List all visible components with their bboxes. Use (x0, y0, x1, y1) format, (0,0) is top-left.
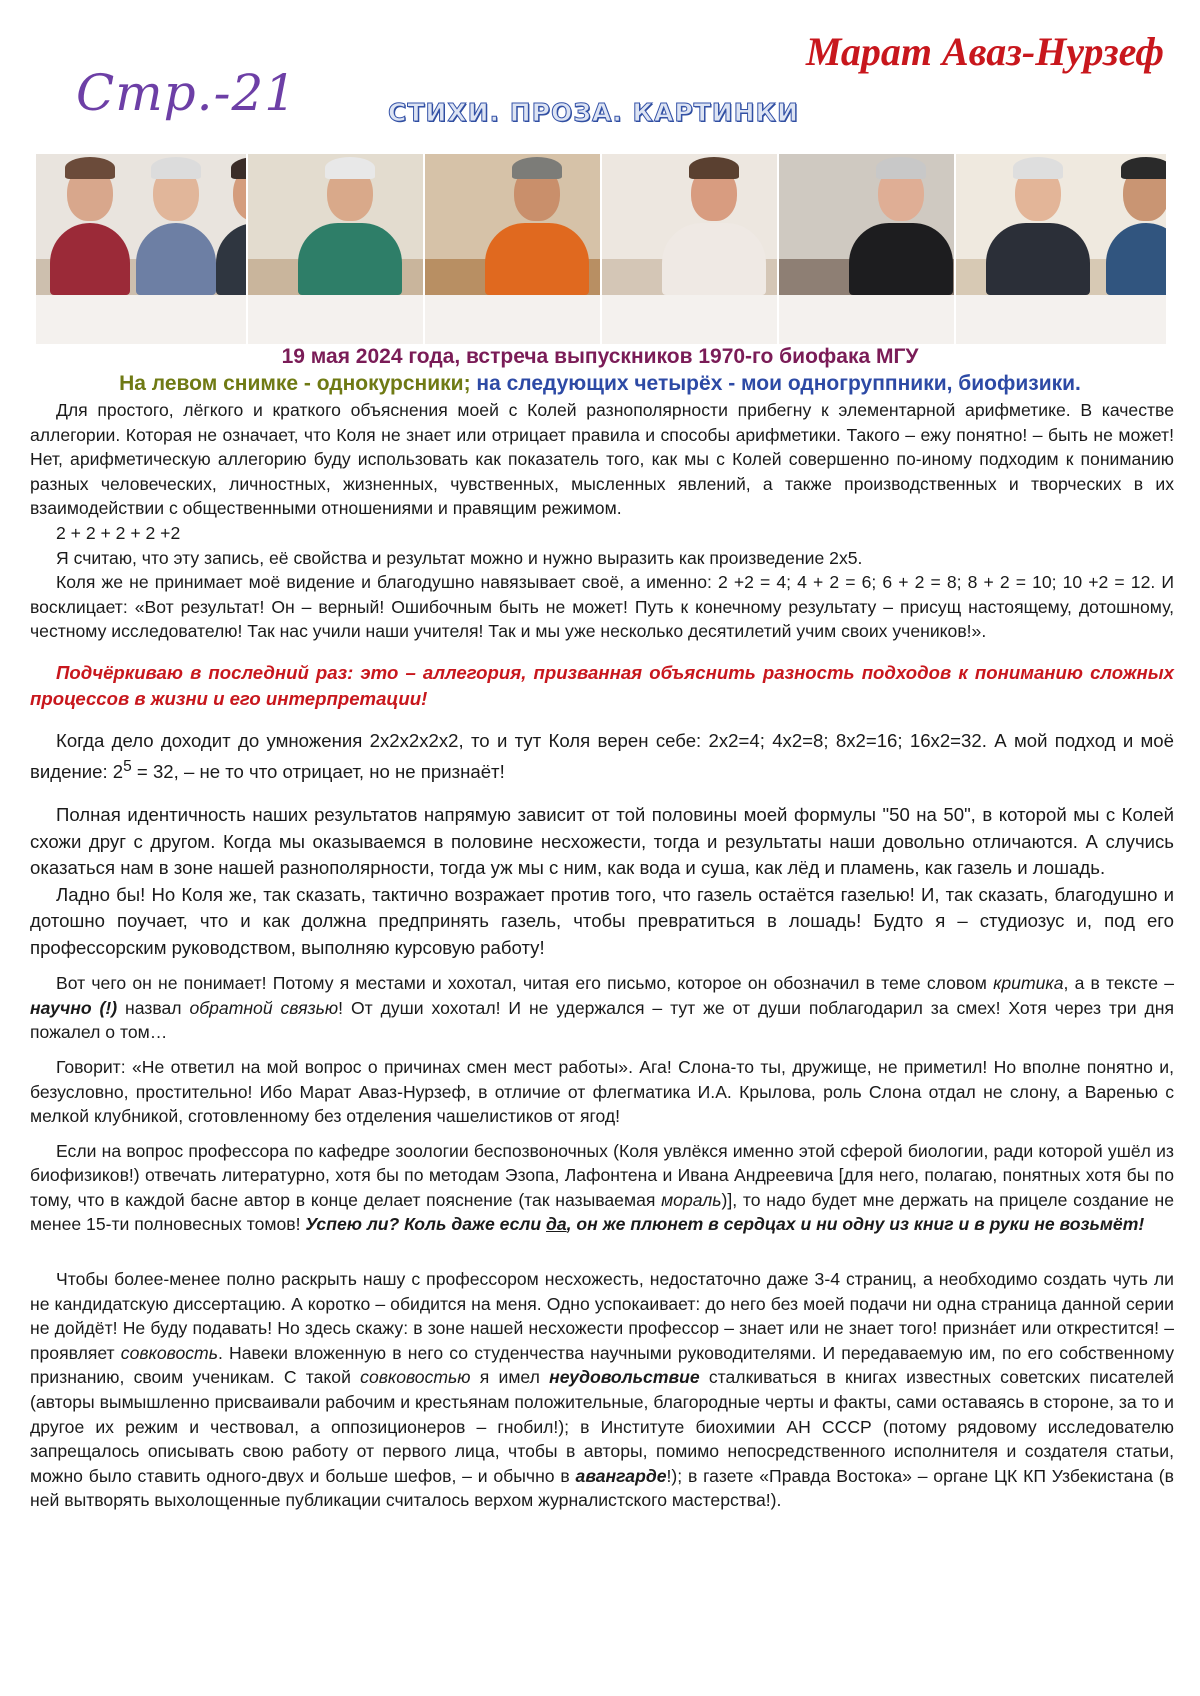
reunion-photo-collage (36, 154, 1166, 344)
caption-left-photo: На левом снимке - однокурсники; (119, 372, 471, 395)
bold-italic-run: неудовольствие (549, 1367, 700, 1388)
italic-run: критика (993, 973, 1064, 994)
photo-groupmate-2 (425, 154, 600, 344)
italic-run: мораль (661, 1189, 722, 1210)
bold-italic-run: , он же плюнет в сердцах и ни одну из книг и в руки не возьмёт! (566, 1214, 1145, 1235)
text-run: назвал (117, 997, 190, 1018)
underlined-run: да (545, 1214, 567, 1235)
paragraph (30, 1139, 1174, 1237)
photo-caption-description (0, 372, 1200, 396)
bold-italic-run: авангарде (575, 1465, 667, 1486)
bold-italic-run: Успею ли? Коль даже если (305, 1214, 546, 1235)
paragraph: Коля же не принимает моё видение и благодушно навязывает своё, а именно: 2 +2 = 4; 4 + 2 = 6; 6 + 2 = 8; 8 + 2 = 10; 10 +2 = 12. И восклицает: «Вот результат! Он – верный! Ошибочным быть не может! Путь к конечному результату – присущ настоящему, дотошному, честному исследователю! Так нас учили наши учителя! Так и мы уже несколько десятилетий учим своих учеников!». (30, 572, 1174, 642)
photo-groupmate-4 (779, 154, 954, 344)
section-title: СТИХИ. ПРОЗА. КАРТИНКИ (388, 98, 799, 127)
bold-italic-run: научно (!) (30, 997, 118, 1018)
text-run: я имел (470, 1367, 550, 1388)
paragraph-formula: 2 + 2 + 2 + 2 +2 (56, 522, 181, 543)
text-run: сталкиваться в книгах известных советских писателей (авторы вымышленно присваивали рабочим и крестьянам положительные, благородные черты и факты, сами оставаясь в стороне, за то и другое их режим и чествовал, а оппозиционеров – гнобил!); в Институте биохимии АН СССР (потому рядовому исследователю запрещалось описывать свою работу от первого лица, чтобы в авторы, помимо непосредственного исполнителя и создателя статьи, можно было ставить одного-двух и больше шефов, – и обычно в (30, 1367, 1174, 1486)
photo-banquet (956, 154, 1166, 344)
photo-caption-date: 19 мая 2024 года, встреча выпускников 1970-го биофака МГУ (281, 345, 919, 368)
paragraph: Я считаю, что эту запись, её свойства и результат можно и нужно выразить как произведение 2х5. (56, 547, 863, 568)
text-run: Если на вопрос профессора по кафедре зоологии беспозвоночных (Коля увлёкся именно этой сферой биологии, ради которой ушёл из биофизиков!) отвечать литературно, хотя бы по методам Эзопа, Лафонтена и Ивана Андреевича [для него, полагаю, понятных хотя бы по тому, что в каждой басне автор в конце делает пояснение (так называемая (30, 1140, 1174, 1210)
text-run: ! От души хохотал! И не удержался – тут же от души поблагодарил за смех! Хотя через три дня пожалел о том… (30, 997, 1174, 1043)
italic-run: совковостью (360, 1367, 471, 1388)
article-body (30, 398, 1174, 1513)
photo-groupmate-1 (248, 154, 423, 344)
photo-groupmate-3 (602, 154, 777, 344)
paragraph (30, 971, 1174, 1045)
text-run: Когда дело доходит до умножения 2х2х2х2х2, то и тут Коля верен себе: 2х2=4; 4х2=8; 8х2=16; 16х2=32. А мой подход и моё видение: 2 (30, 729, 1174, 783)
text-run: , а в тексте – (1063, 973, 1174, 994)
caption-other-photos: на следующих четырёх - мои одногруппники, биофизики. (476, 372, 1081, 395)
paragraph: Для простого, лёгкого и краткого объяснения моей с Колей разнополярности прибегну к элементарной арифметике. В качестве аллегории. Которая не означает, что Коля не знает или отрицает правила и способы арифметики. Такого – ежу понятно! – быть не может! Нет, арифметическую аллегорию буду использовать как показатель того, как мы с Колей совершенно по-иному подходим к пониманию разных человеческих, личностных, жизненных, чувственных, мысленных явлений, а также производственных и творческих в их взаимодействии с общественными отношениями и правящим режимом. (30, 400, 1174, 519)
emphasis-paragraph: Подчёркиваю в последний раз: это – аллегория, призванная объяснить разность подходов к пониманию сложных процессов в жизни и его интерпретации! (30, 661, 1174, 709)
paragraph: Говорит: «Не ответил на мой вопрос о причинах смен мест работы». Ага! Слона-то ты, дружище, не приметил! Но вполне понятно и, безусловно, простительно! Ибо Марат Аваз-Нурзеф, в отличие от флегматика И.А. Крылова, роль Слона отдал не слону, а Варенью с мелкой клубникой, сготовленному без отделения чашелистиков от ягод! (30, 1056, 1174, 1127)
italic-run: обратной связью (189, 997, 339, 1018)
text-run: Вот чего он не понимает! Потому я местами и хохотал, читая его письмо, которое он обозначил в теме словом (56, 973, 994, 994)
text-run: !); в газете «Правда Востока» – органе ЦК КП Узбекистана (в ней вытворять выхолощенные публикации считалось верхом журналистского мастерства!). (30, 1465, 1174, 1511)
author-name: Марат Аваз-Нурзеф (805, 29, 1164, 74)
italic-run: совковость (120, 1342, 218, 1363)
paragraph: Ладно бы! Но Коля же, так сказать, тактично возражает против того, что газель остаётся газелью! И, так сказать, благодушно и дотошно поучает, что и как должна предпринять газель, чтобы превратиться в лошадь! Будто я – студиозус и, под его профессорским руководством, выполняю курсовую работу! (30, 883, 1174, 958)
page-number: Стр.-21 (76, 64, 298, 122)
text-run: Чтобы более-менее полно раскрыть нашу с профессором несхожесть, недостаточно даже 3-4 страниц, а необходимо создать чуть ли не кандидатскую диссертацию. А коротко – обидится на меня. Одно успокаивает: до него без моей подачи ни одна страница данной серии не дойдёт! Не буду подавать! Но здесь скажу: в зоне нашей несхожести профессор – знает или не знает того! признáет или открестится! – проявляет (30, 1269, 1174, 1363)
exponent: 5 (123, 758, 132, 776)
text-run: = 32, – не то что отрицает, но не признаёт! (131, 761, 505, 783)
text-run: . Навеки вложенную в него со студенчества научными руководителями. И передаваемую им, по его собственному признанию, своим ученикам. С такой (30, 1342, 1174, 1388)
paragraph (30, 728, 1174, 786)
paragraph (30, 1267, 1174, 1513)
paragraph: Полная идентичность наших результатов напрямую зависит от той половины моей формулы "50 на 50", в которой мы с Колей схожи друг с другом. Когда мы оказываемся в половине несхожести, тогда и результаты наши довольно отличаются. А случись оказаться нам в зоне нашей разнополярности, тогда уж мы с ним, как вода и суша, как лёд и пламень, как газель и лошадь. (30, 804, 1174, 879)
text-run: )], то надо будет мне держать на прицеле создание не менее 15-ти полновесных томов! (30, 1189, 1174, 1235)
photo-classmates (36, 154, 246, 344)
